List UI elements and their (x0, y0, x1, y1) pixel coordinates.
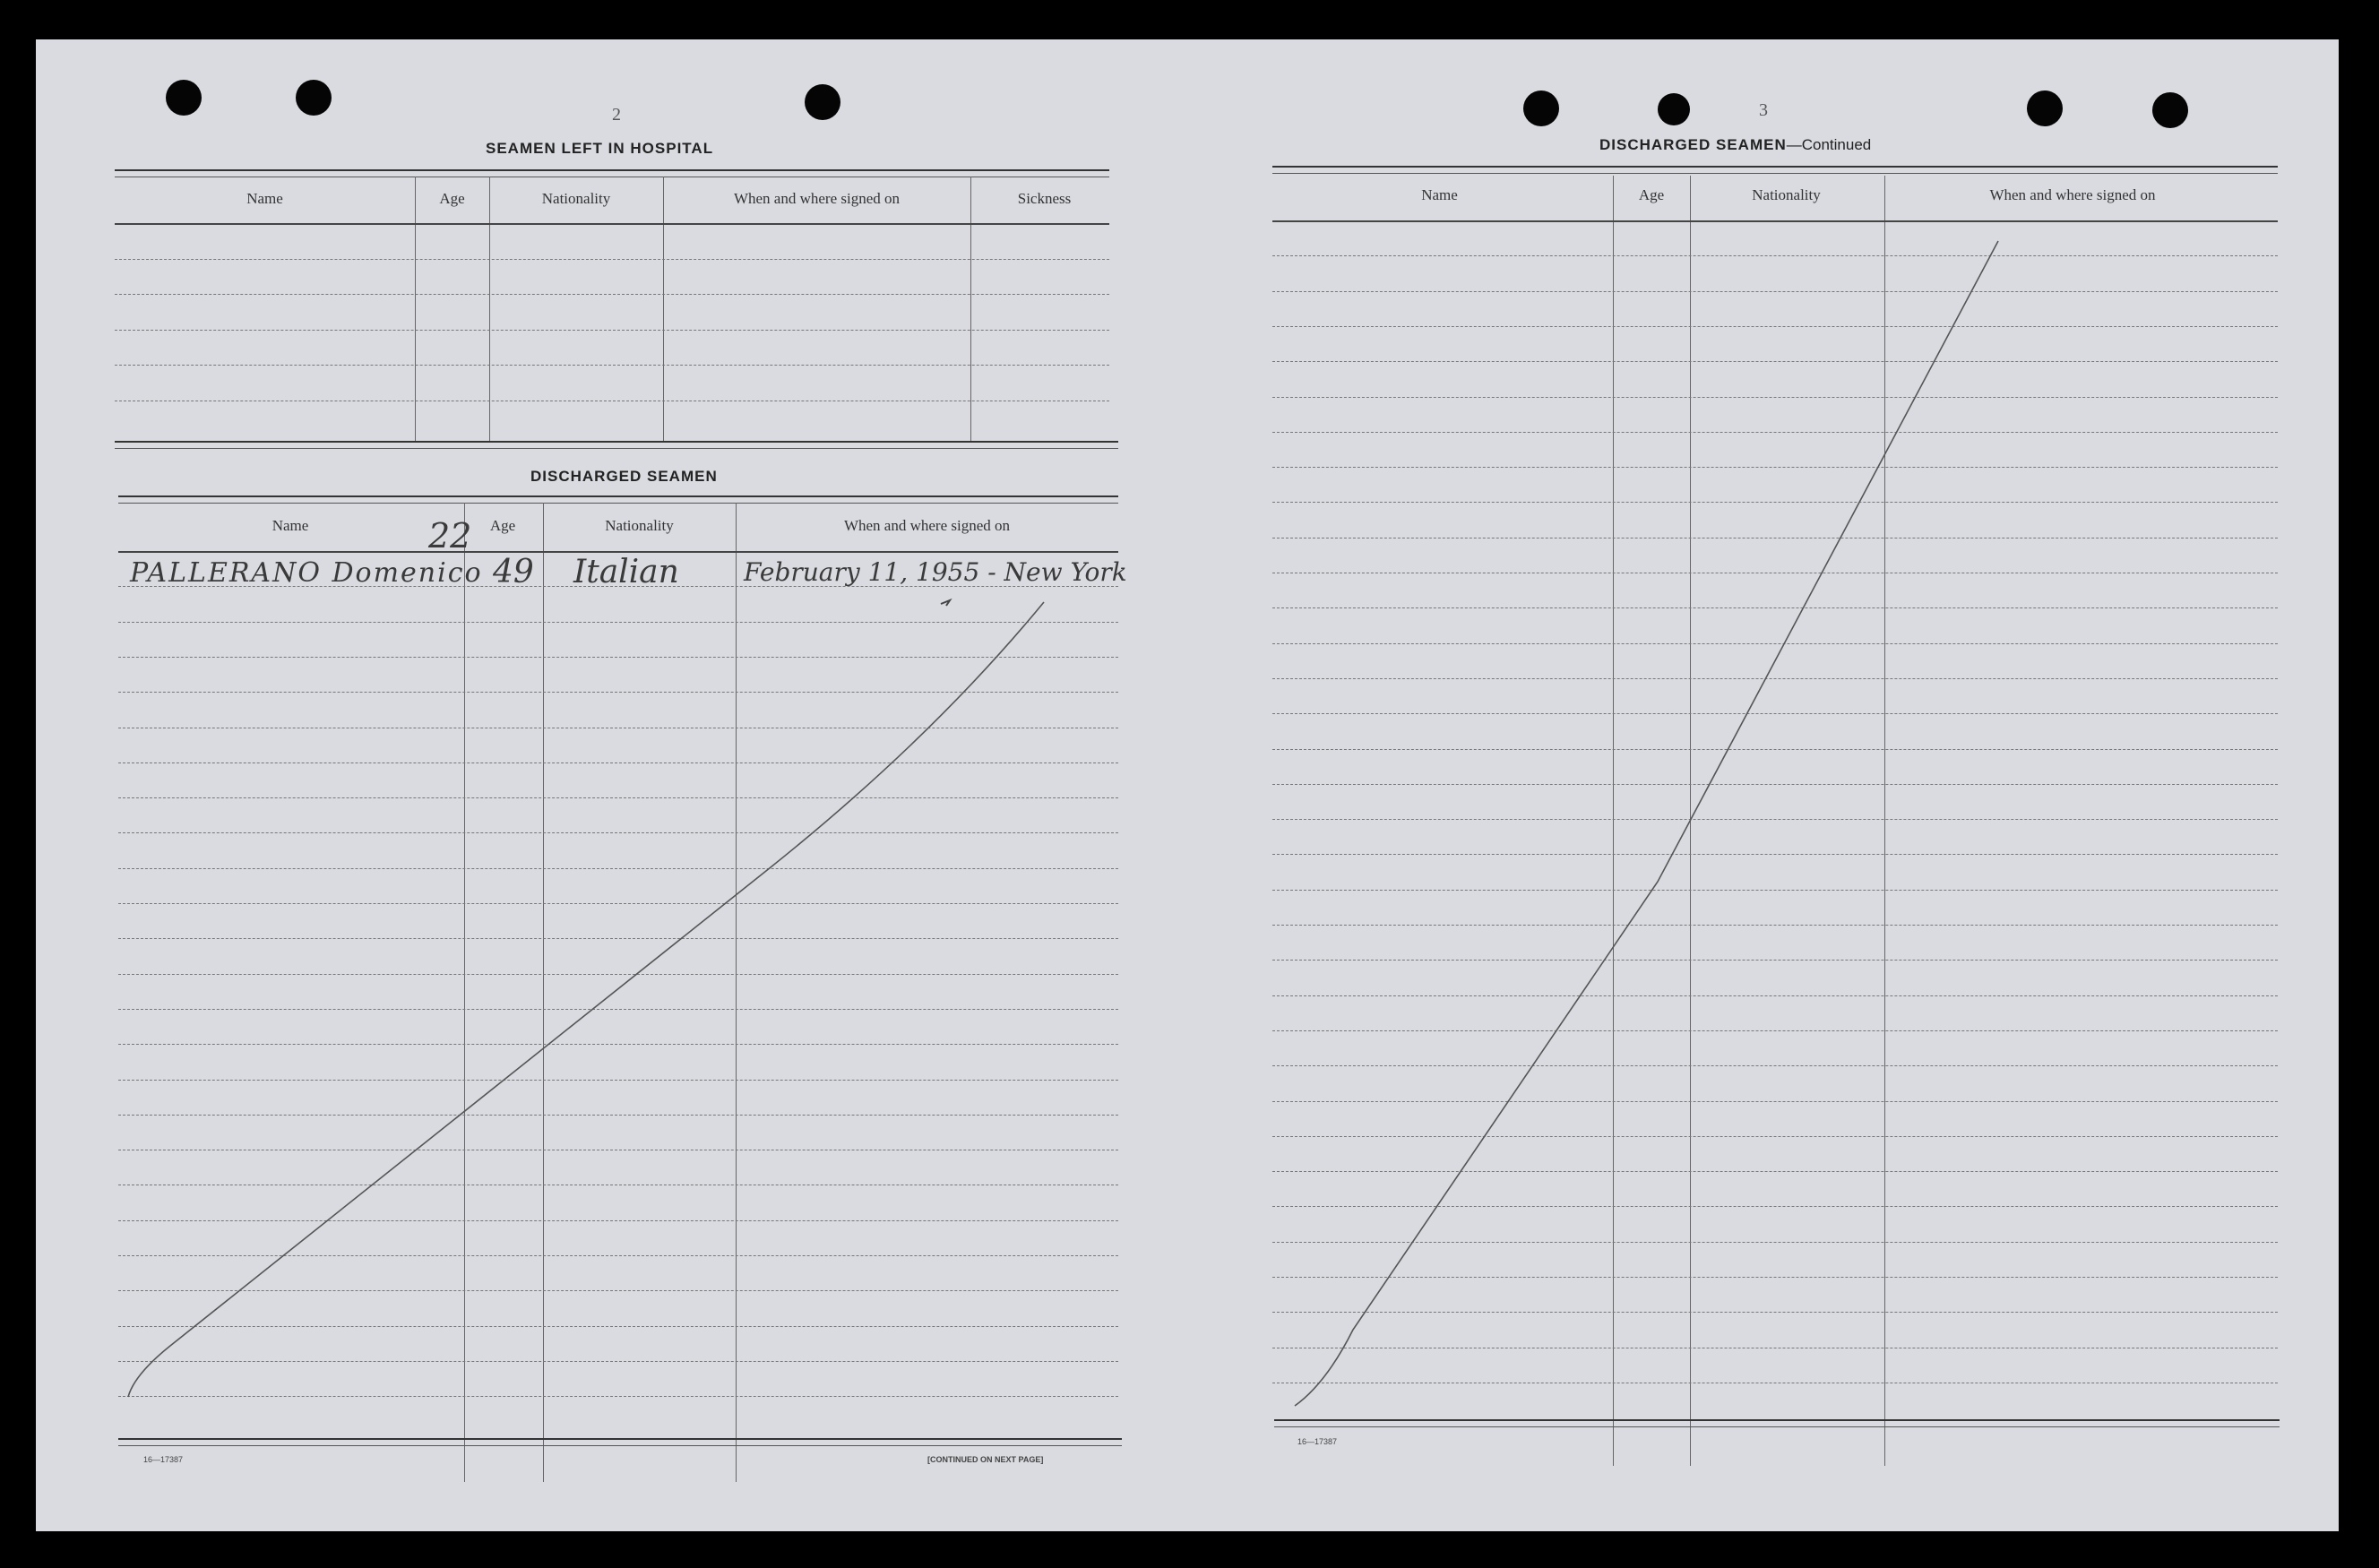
discharged-col-age: Age (489, 517, 516, 534)
right-col-age: Age (1638, 186, 1665, 203)
entry-name: PALLERANO Domenico (130, 557, 483, 589)
right-col-nationality: Nationality (1752, 186, 1821, 203)
left-cancel-line (128, 602, 1044, 1397)
hospital-col-name: Name (246, 190, 283, 207)
discharged-section-title: DISCHARGED SEAMEN (530, 468, 718, 485)
document-sheet (36, 39, 2339, 1531)
hospital-col-sickness: Sickness (1017, 190, 1072, 207)
hospital-col-signed-on: When and where signed on (733, 190, 901, 207)
cancellation-strokes (36, 39, 2339, 1531)
discharged-col-signed-on: When and where signed on (843, 517, 1011, 534)
hospital-col-age: Age (439, 190, 465, 207)
hospital-section-title: SEAMEN LEFT IN HOSPITAL (486, 140, 714, 157)
margin-mark: 22 (428, 516, 472, 556)
entry-nationality: Italian (573, 554, 679, 590)
entry-age: 49 (493, 554, 534, 590)
discharged-col-name: Name (272, 517, 309, 534)
right-form-number: 16—17387 (1297, 1437, 1338, 1446)
right-col-signed-on: When and where signed on (1989, 186, 2156, 203)
right-cancel-line (1295, 241, 1998, 1406)
right-page-number: 3 (1759, 100, 1768, 120)
signed-on-tick (941, 600, 950, 606)
entry-signed-on: February 11, 1955 - New York (744, 557, 1127, 587)
left-page-number: 2 (612, 105, 621, 125)
hospital-col-nationality: Nationality (541, 190, 611, 207)
left-form-number: 16—17387 (143, 1455, 184, 1464)
right-section-title-text: DISCHARGED SEAMEN (1599, 136, 1787, 153)
right-section-title-suffix: —Continued (1786, 136, 1872, 153)
continued-note: [CONTINUED ON NEXT PAGE] (927, 1455, 1044, 1464)
discharged-col-nationality: Nationality (605, 517, 674, 534)
right-col-name: Name (1421, 186, 1458, 203)
